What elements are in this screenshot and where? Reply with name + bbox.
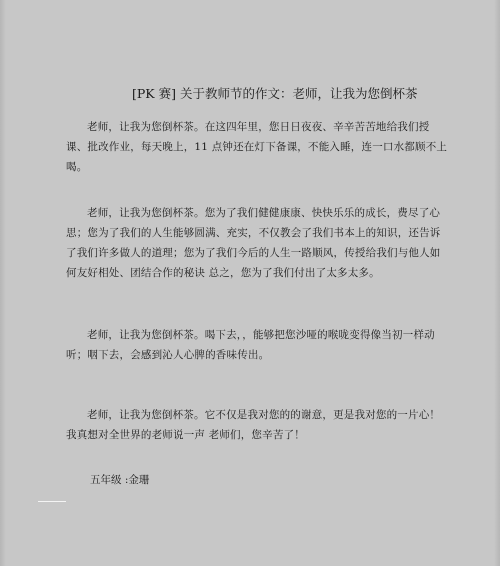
author-signature: 五年级 :金珊 bbox=[90, 474, 150, 486]
paragraph-1: 老师，让我为您倒杯茶。在这四年里，您日日夜夜、辛辛苦苦地给我们授课、批改作业，每天晚上，11 点钟还在灯下备课，不能入睡，连一口水都顾不上喝。 bbox=[66, 120, 448, 173]
page-edge-right bbox=[494, 0, 500, 566]
essay-title: [PK 赛] 关于教师节的作文：老师，让我为您倒杯茶 bbox=[132, 86, 418, 101]
footnote-divider bbox=[38, 501, 66, 502]
page-edge-left bbox=[0, 0, 6, 566]
paragraph-2: 老师，让我为您倒杯茶。您为了我们健健康康、快快乐乐的成长，费尽了心思；您为了我们的人生能够圆满、充实，不仅教会了我们书本上的知识，还告诉了我们许多做人的道理；您为了我们今后的人生一路顺风，传授给我们与他人如何友好相处、团结合作的秘诀 总之，您为了我们付出了太多太多。 bbox=[66, 206, 441, 279]
paragraph-3: 老师，让我为您倒杯茶。喝下去，，能够把您沙哑的喉咙变得像当初一样动听；咽下去，会感到沁人心脾的香味传出。 bbox=[66, 328, 435, 361]
paragraph-4: 老师，让我为您倒杯茶。它不仅是我对您的的谢意，更是我对您的一片心！我真想对全世界的老师说一声 老师们，您辛苦了！ bbox=[66, 408, 441, 441]
